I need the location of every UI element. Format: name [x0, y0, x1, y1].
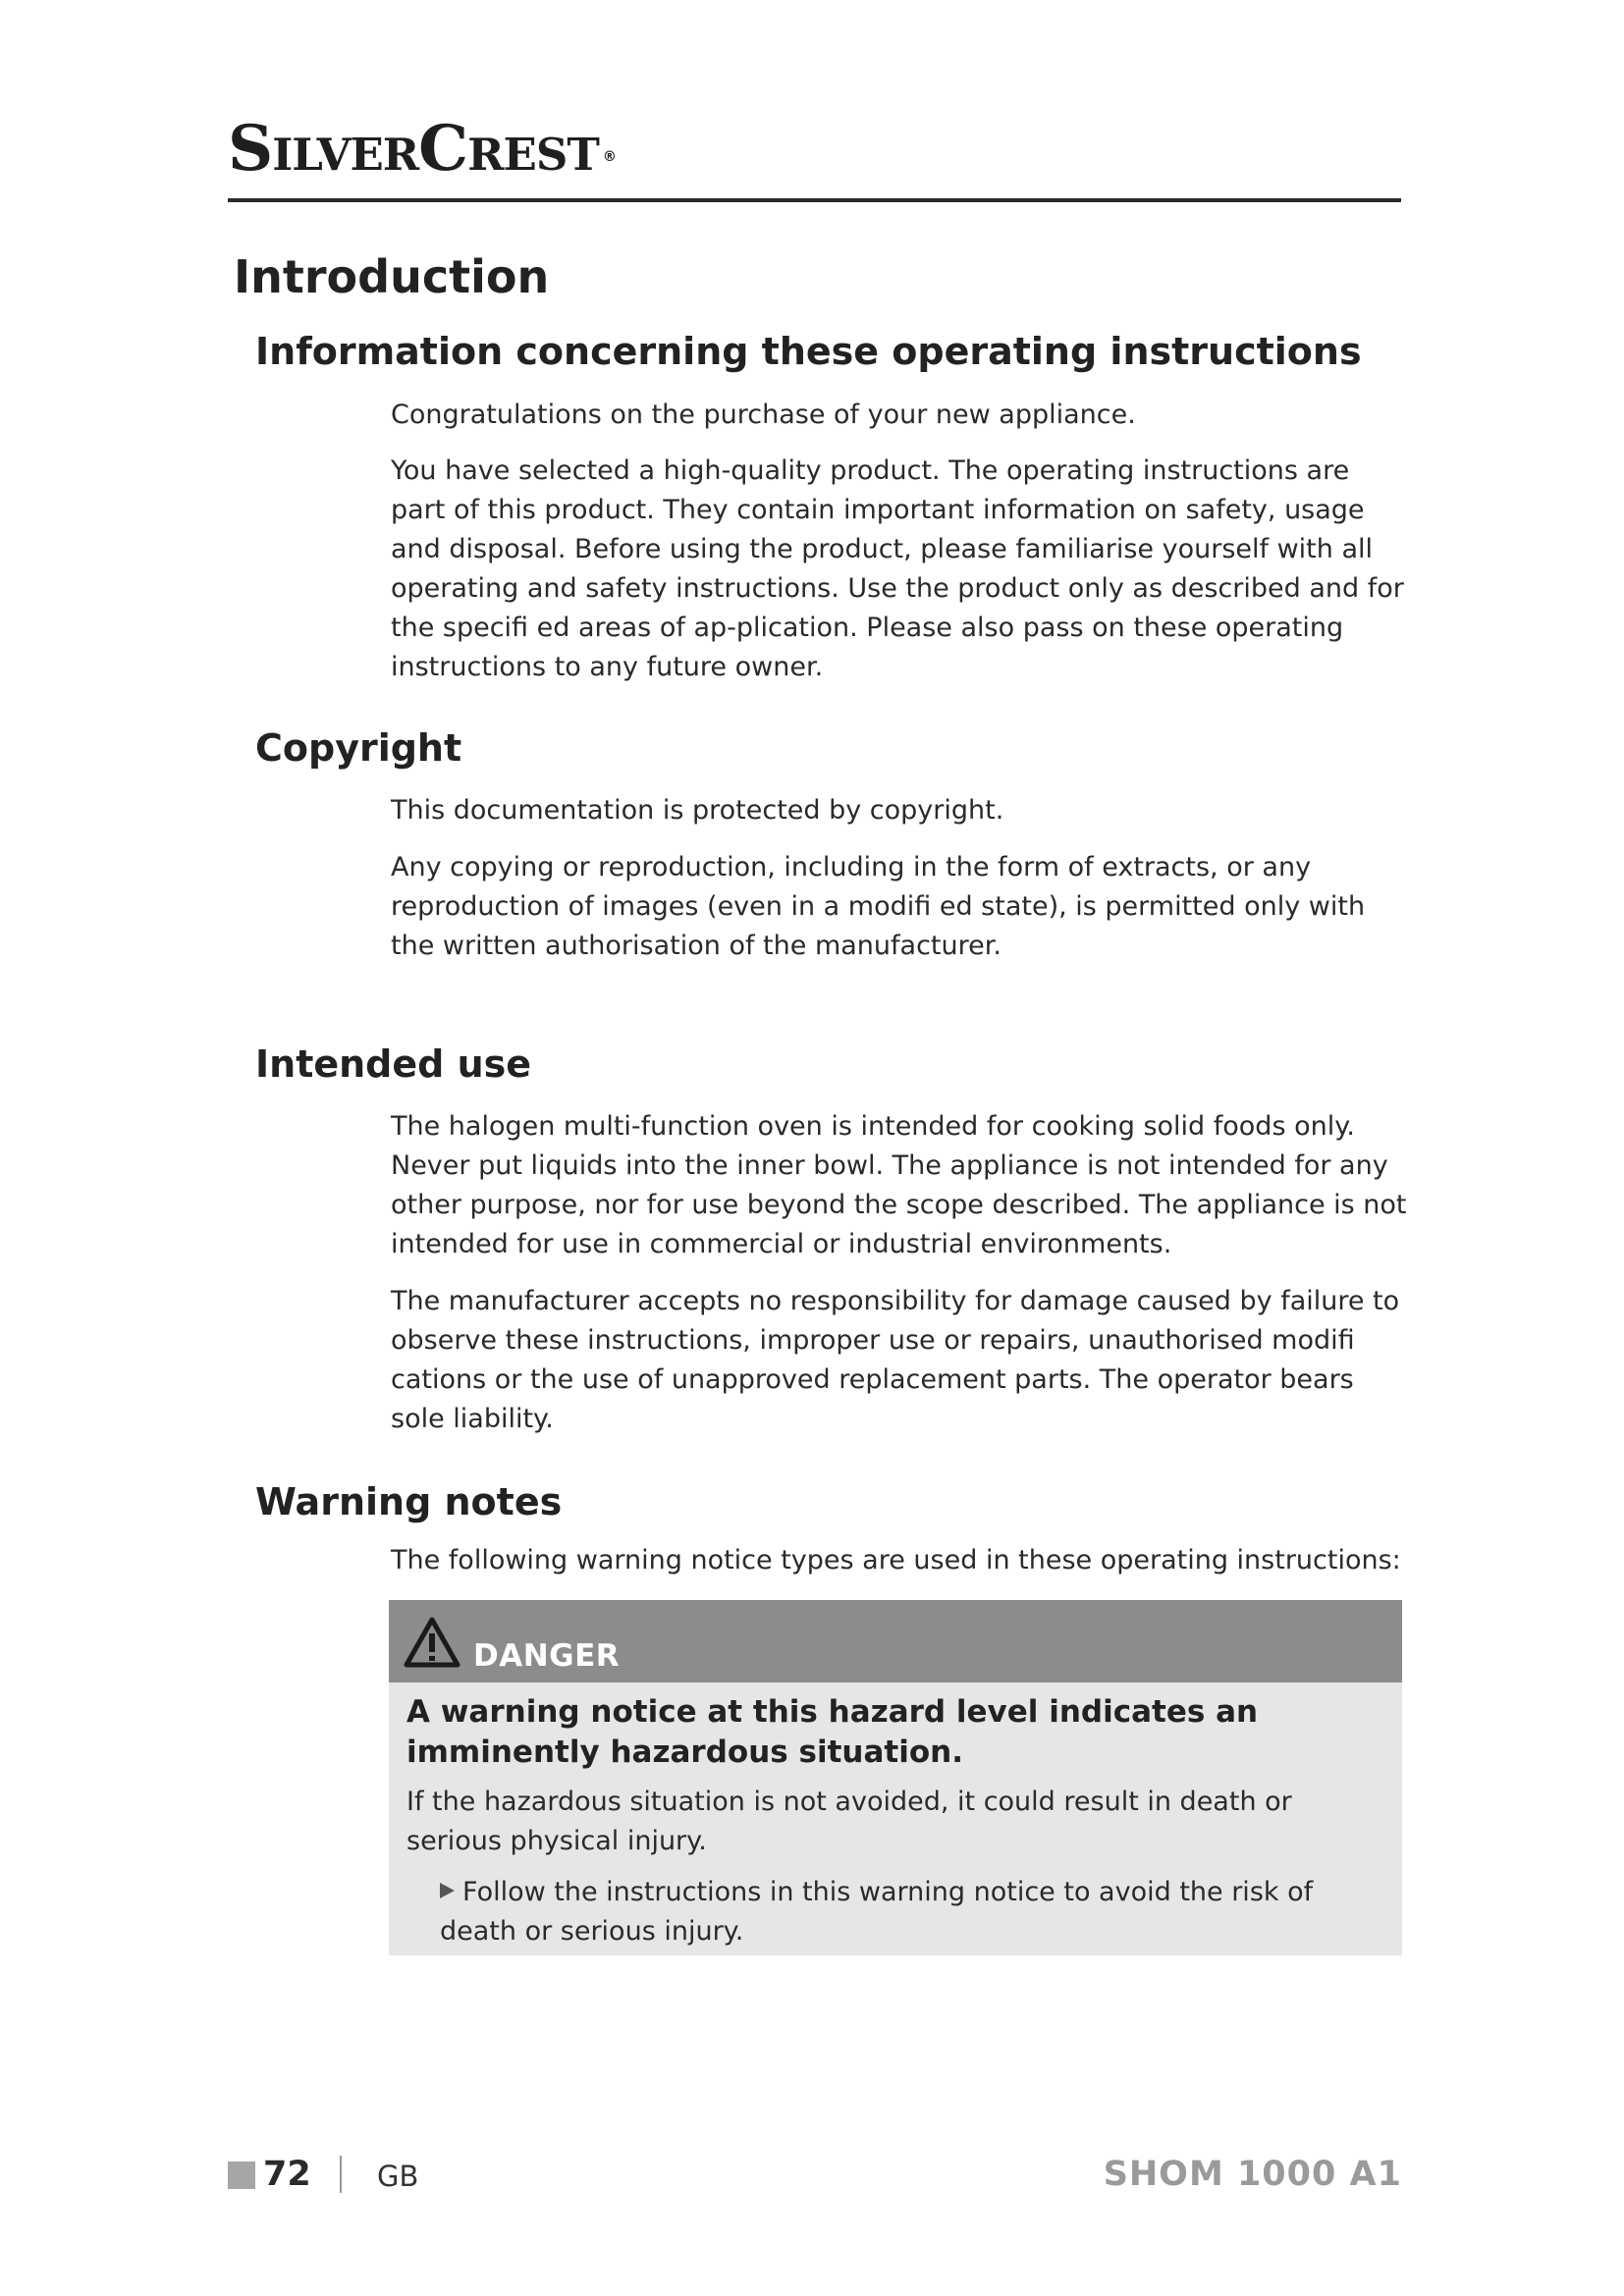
arrow-right-icon [440, 1883, 455, 1898]
danger-instruction [440, 1873, 1382, 1951]
danger-header [389, 1600, 1402, 1682]
copyright-paragraph-2: Any copying or reproduction, including in the form of extracts, or any reproduction of images (even in a modifi ed state), is permitted only with the written authorisation of the manufacturer. [391, 852, 1366, 961]
intended-use-paragraph-2: The manufacturer accepts no responsibility for damage caused by failure to observe these instructions, improper use or repairs, unauthorised modifi cations or the use of unapproved replacement parts. The operator bears sole liability. [391, 1286, 1400, 1434]
warning-triangle-icon [403, 1616, 461, 1669]
brand-name: SilverCrest [228, 112, 599, 186]
info-paragraph-2: You have selected a high-quality product. The operating instructions are part of this product. They contain important information on safety, usage and disposal. Before using the product, please familiarise yourself with all operating and safety instructions. Use the product only as described and for the specifi ed areas of ap-plication. Please also pass on these operating instructions to any future owner. [391, 455, 1404, 682]
brand-logo [228, 112, 616, 186]
heading-warning-notes: Warning notes [255, 1480, 563, 1523]
heading-intended-use: Intended use [255, 1042, 532, 1086]
danger-lead: A warning notice at this hazard level indicates an imminently hazardous situation. [406, 1694, 1259, 1770]
copyright-paragraph-1: This documentation is protected by copyright. [391, 795, 1004, 826]
danger-notice [389, 1600, 1402, 1955]
danger-description: If the hazardous situation is not avoided, it could result in death or serious physical injury. [406, 1787, 1292, 1856]
intended-use-paragraph-1: The halogen multi-function oven is intended for cooking solid foods only. Never put liquids into the inner bowl. The appliance is not intended for any other purpose, nor for use beyond the scope described. The appliance is not intended for use in commercial or industrial environments. [391, 1111, 1407, 1259]
heading-information: Information concerning these operating instructions [255, 330, 1362, 373]
danger-label: DANGER [473, 1638, 621, 1674]
registered-mark: ® [602, 149, 616, 165]
header-divider [228, 198, 1401, 202]
heading-copyright: Copyright [255, 726, 462, 770]
info-paragraph-1: Congratulations on the purchase of your new appliance. [391, 400, 1136, 430]
language-code: GB [377, 2160, 419, 2193]
footer-square-icon [228, 2162, 255, 2189]
footer-separator [340, 2156, 342, 2193]
warning-notes-intro: The following warning notice types are used in these operating instructions: [391, 1545, 1401, 1575]
page-number: 72 [263, 2155, 311, 2194]
page-title: Introduction [234, 250, 550, 303]
model-number: SHOM 1000 A1 [1103, 2155, 1402, 2194]
danger-instruction-text: Follow the instructions in this warning notice to avoid the risk of death or serious injury. [440, 1877, 1314, 1947]
